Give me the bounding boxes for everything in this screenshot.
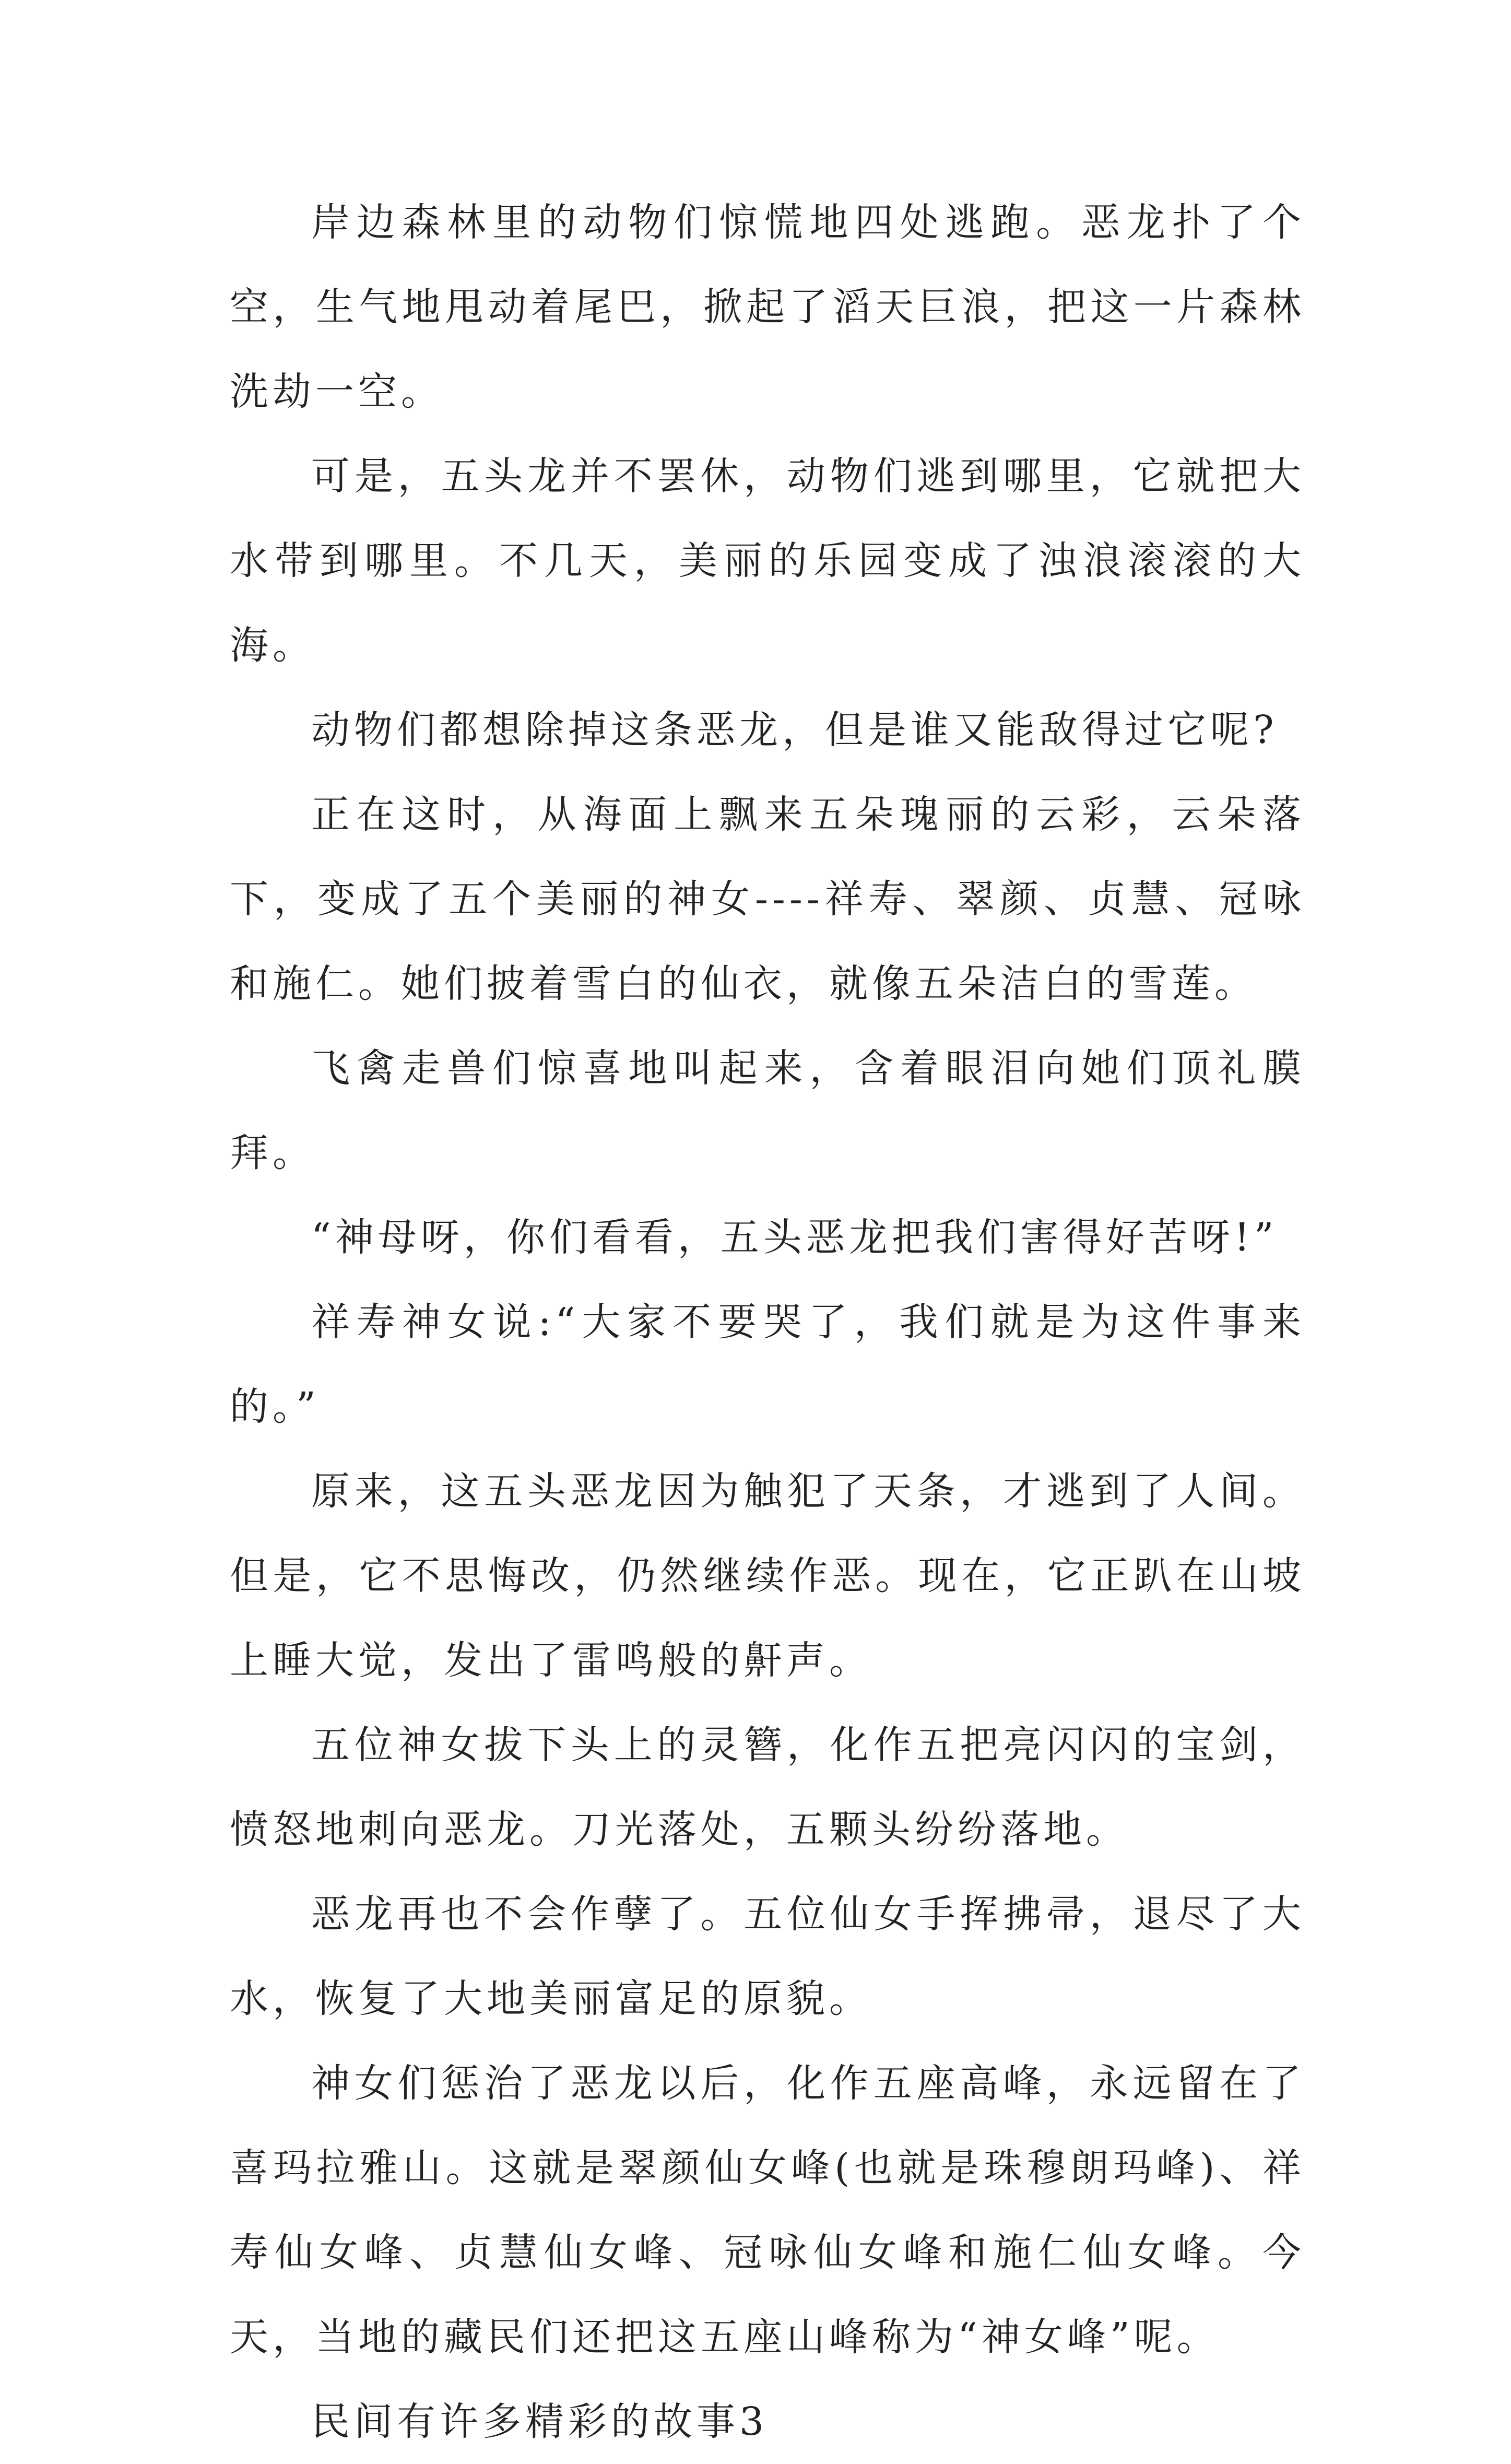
section-heading: 民间有许多精彩的故事3 xyxy=(311,2399,769,2444)
paragraph: 神女们惩治了恶龙以后，化作五座高峰，永远留在了喜玛拉雅山。这就是翠颜仙女峰(也就是珠穆朗玛峰)、祥寿仙女峰、贞慧仙女峰、冠咏仙女峰和施仁仙女峰。今天，当地的藏民们还把这五座山峰称为“神女峰”呢。 xyxy=(230,2061,1305,2360)
paragraph: 岸边森林里的动物们惊慌地四处逃跑。恶龙扑了个空，生气地甩动着尾巴，掀起了滔天巨浪，把这一片森林洗劫一空。 xyxy=(230,200,1305,414)
paragraph: 五位神女拔下头上的灵簪，化作五把亮闪闪的宝剑，愤怒地刺向恶龙。刀光落处，五颗头纷纷落地。 xyxy=(230,1723,1305,1852)
paragraph: “神母呀，你们看看，五头恶龙把我们害得好苦呀!” xyxy=(311,1215,1278,1260)
paragraph: 恶龙再也不会作孽了。五位仙女手挥拂帚，退尽了大水，恢复了大地美丽富足的原貌。 xyxy=(230,1892,1305,2021)
paragraph: 祥寿神女说:“大家不要哭了，我们就是为这件事来的。” xyxy=(230,1300,1305,1429)
paragraph: 正在这时，从海面上飘来五朵瑰丽的云彩，云朵落下，变成了五个美丽的神女----祥寿、翠颜、贞慧、冠咏和施仁。她们披着雪白的仙衣，就像五朵洁白的雪莲。 xyxy=(230,792,1305,1006)
document-body xyxy=(230,180,1305,2464)
paragraph: 原来，这五头恶龙因为触犯了天条，才逃到了人间。但是，它不思悔改，仍然继续作恶。现在，它正趴在山坡上睡大觉，发出了雷鸣般的鼾声。 xyxy=(230,1469,1305,1683)
paragraph: 可是，五头龙并不罢休，动物们逃到哪里，它就把大水带到哪里。不几天，美丽的乐园变成了浊浪滚滚的大海。 xyxy=(230,454,1305,668)
paragraph: 飞禽走兽们惊喜地叫起来，含着眼泪向她们顶礼膜拜。 xyxy=(230,1046,1305,1175)
paragraph: 动物们都想除掉这条恶龙，但是谁又能敌得过它呢? xyxy=(311,708,1278,752)
